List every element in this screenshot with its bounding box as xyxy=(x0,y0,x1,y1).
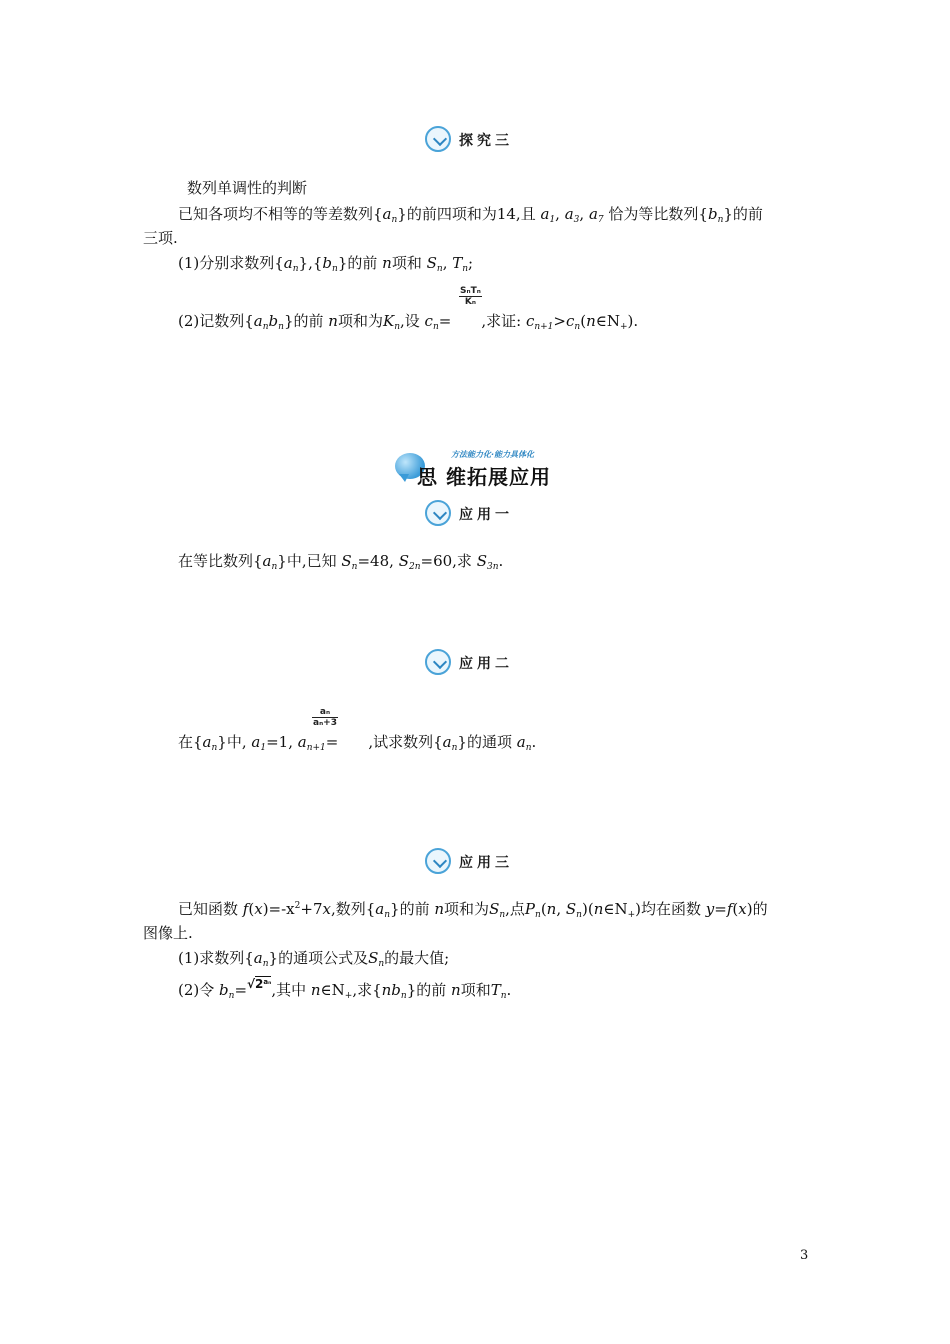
section-label: 探究三 xyxy=(459,133,513,149)
explore3-paragraph-end: 三项. xyxy=(143,229,178,247)
section-label: 应用一 xyxy=(459,507,513,523)
section-badge-app1 xyxy=(423,498,523,528)
app1-problem: 在等比数列$\{a_n\}$中,已知 $S_n=48$, $S_{2n}=60$,求 $S_{3n}$. xyxy=(178,552,504,572)
app3-question-1: (1)求数列$\{a_n\}$的通项公式及$S_n$的最大值; xyxy=(178,949,450,969)
section-badge-app2 xyxy=(423,647,523,677)
fraction-an-over-an-plus-3: $\frac{\text{aₙ}}{\text{aₙ+3}}$ xyxy=(313,707,337,728)
explore3-question-1: (1)分别求数列$\{a_n\},\{b_n\}$的前 n项和 $S_n$, $T_n$; xyxy=(178,254,474,274)
section-badge-explore3 xyxy=(423,124,523,154)
app2-problem: 在$\{a_n\}$中, $a_1=1$, $a_{n+1}=$ ,试求数列$\{a_n\}$的通项 $a_n$. xyxy=(178,733,537,753)
explore3-question-2: (2)记数列$\{a_nb_n\}$的前 n项和为$K_n$,设 $c_n=$ ,求证: $c_{n+1}>c_n(n\in N_+)$. xyxy=(178,312,639,332)
chevron-circle-icon xyxy=(425,126,451,152)
chapter-header xyxy=(395,447,565,489)
page-number: 3 xyxy=(800,1248,809,1263)
chevron-circle-icon xyxy=(425,649,451,675)
chevron-circle-icon xyxy=(425,500,451,526)
header-title: 思 维拓展应用 xyxy=(417,465,551,489)
app3-paragraph: 已知函数 $f(x)=-x^2+7x$,数列$\{a_n\}$的前 n项和为$S_n$,点$P_n(n$, $S_n)(n\in N_+)$均在函数 y=f(x)的 xyxy=(178,900,768,920)
sqrt-2-an: √2aₙ xyxy=(247,977,272,991)
app3-paragraph-end: 图像上. xyxy=(143,924,193,942)
section-label: 应用三 xyxy=(459,855,513,871)
explore3-paragraph: 已知各项均不相等的等差数列$\{a_n\}$的前四项和为14,且 $a_1$, $a_3$, $a_7$ 恰为等比数列$\{b_n\}$的前 xyxy=(178,205,763,225)
explore3-title: 数列单调性的判断 xyxy=(187,179,308,197)
section-label: 应用二 xyxy=(459,656,513,672)
app3-question-2: (2)令 $b_n=^{√2^{a_n}}$,其中 $n\in N_+$,求$\{nb_n\}$的前 n项和$T_n$. xyxy=(178,977,512,1001)
fraction-sn-tn-over-kn: SₙTₙ Kₙ xyxy=(460,286,481,307)
header-tagline: 方法能力化·能力具体化 xyxy=(451,450,535,459)
section-badge-app3 xyxy=(423,846,523,876)
chevron-circle-icon xyxy=(425,848,451,874)
